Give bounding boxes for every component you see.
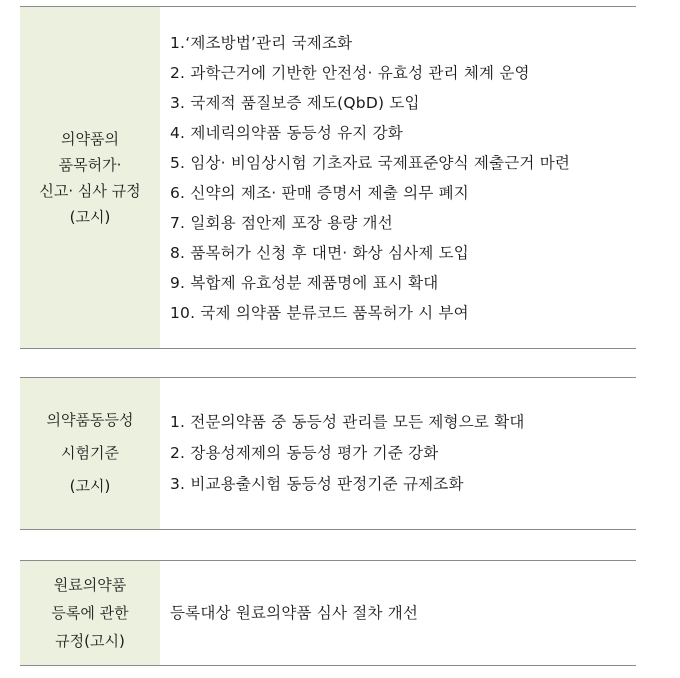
- label-line: 원료의약품: [53, 576, 127, 594]
- regulation-items-cell: [160, 378, 636, 529]
- list-item: 1.‘제조방법’관리 국제조화: [170, 33, 353, 52]
- regulation-items-cell: [160, 561, 636, 665]
- regulation-label-cell: [20, 561, 160, 665]
- regulation-table-2: [20, 377, 636, 530]
- regulation-table-3: [20, 560, 636, 666]
- list-item: 2. 과학근거에 기반한 안전성· 유효성 관리 체계 운영: [170, 63, 530, 82]
- list-item: 5. 임상· 비임상시험 기초자료 국제표준양식 제출근거 마련: [170, 153, 571, 172]
- list-item: 10. 국제 의약품 분류코드 품목허가 시 부여: [170, 303, 469, 322]
- list-item: 등록대상 원료의약품 심사 절차 개선: [170, 604, 419, 622]
- list-item: 8. 품목허가 신청 후 대면· 화상 심사제 도입: [170, 243, 469, 262]
- list-item: 7. 일회용 점안제 포장 용량 개선: [170, 213, 393, 232]
- label-line: 품목허가·: [58, 155, 122, 174]
- label-line: 등록에 관한: [51, 604, 129, 622]
- label-line: (고시): [69, 207, 111, 226]
- regulation-label-cell: [20, 7, 160, 348]
- list-item: 9. 복합제 유효성분 제품명에 표시 확대: [170, 273, 439, 292]
- list-item: 3. 국제적 품질보증 제도(QbD) 도입: [170, 93, 420, 112]
- label-line: 의약품동등성: [46, 411, 134, 429]
- label-line: 신고· 심사 규정: [39, 181, 141, 200]
- list-item: 6. 신약의 제조· 판매 증명서 제출 의무 폐지: [170, 183, 469, 202]
- label-line: 의약품의: [61, 129, 119, 148]
- list-item: 2. 장용성제제의 동등성 평가 기준 강화: [170, 444, 439, 462]
- list-item: 3. 비교용출시험 동등성 판정기준 규제조화: [170, 475, 464, 493]
- list-item: 1. 전문의약품 중 동등성 관리를 모든 제형으로 확대: [170, 413, 525, 431]
- list-item: 4. 제네릭의약품 동등성 유지 강화: [170, 123, 403, 142]
- label-line: 규정(고시): [55, 632, 125, 650]
- label-line: 시험기준: [61, 444, 119, 462]
- regulation-label-cell: [20, 378, 160, 529]
- regulation-items-cell: [160, 7, 636, 348]
- label-line: (고시): [69, 477, 111, 495]
- regulation-table-1: [20, 6, 636, 349]
